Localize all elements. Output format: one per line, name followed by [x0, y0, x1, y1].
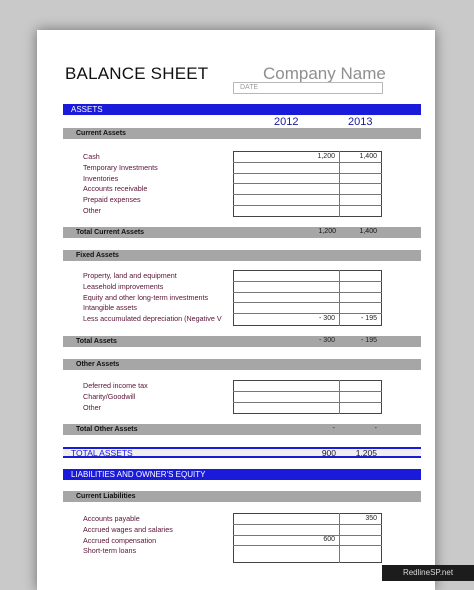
other-assets-grid[interactable] — [233, 380, 382, 414]
grid-line — [233, 292, 382, 293]
document-title: BALANCE SHEET — [65, 64, 209, 83]
grid-line — [233, 302, 382, 303]
current-liabilities-header: Current Liabilities — [63, 491, 421, 502]
watermark: RedlineSP.net — [382, 565, 474, 581]
grid-line — [233, 173, 382, 174]
grid-line — [233, 162, 382, 163]
row-label-accrued-compensation: Accrued compensation — [83, 535, 157, 545]
total-other-assets-2013: - — [374, 425, 377, 432]
row-label-other-assets-other: Other — [83, 402, 101, 412]
date-field[interactable] — [233, 82, 383, 94]
year-2013-header: 2013 — [348, 116, 373, 128]
row-label-intangible: Intangible assets — [83, 303, 137, 313]
grid-line — [233, 402, 382, 403]
current-assets-header: Current Assets — [63, 128, 421, 139]
liabilities-header-bar: LIABILITIES AND OWNER'S EQUITY — [63, 469, 421, 480]
accrued-compensation-2012-cell[interactable]: 600 — [323, 536, 335, 543]
year-2012-header: 2012 — [274, 116, 299, 128]
company-name[interactable]: Company Name — [263, 64, 386, 83]
grid-line — [233, 194, 382, 195]
fixed-assets-header: Fixed Assets — [63, 250, 421, 261]
balance-sheet-page — [37, 30, 435, 590]
row-label-short-term-loans: Short-term loans — [83, 546, 137, 556]
assets-header-bar: ASSETS — [63, 104, 421, 115]
other-assets-header: Other Assets — [63, 359, 421, 370]
total-fixed-assets-2013: - 195 — [361, 337, 377, 344]
cash-2012-cell[interactable]: 1,200 — [317, 153, 335, 160]
total-fixed-assets-label: Total Assets — [76, 338, 117, 345]
total-current-assets-2012: 1,200 — [318, 228, 336, 235]
total-assets-2012: 900 — [321, 448, 336, 458]
row-label-charity-goodwill: Charity/Goodwill — [83, 391, 136, 401]
grid-line — [233, 545, 382, 546]
depreciation-2012-cell[interactable]: - 300 — [319, 315, 335, 322]
row-label-accounts-payable: Accounts payable — [83, 514, 140, 523]
total-other-assets-2012: - — [332, 425, 335, 432]
grid-divider — [339, 380, 340, 414]
row-label-inventories: Inventories — [83, 173, 119, 183]
row-label-other: Other — [83, 206, 101, 215]
total-assets-label: TOTAL ASSETS — [71, 448, 133, 458]
row-label-equity: Equity and other long-term investments — [83, 292, 209, 302]
grid-line — [233, 183, 382, 184]
grid-line — [233, 281, 382, 282]
grid-line — [233, 391, 382, 392]
grid-line — [233, 205, 382, 206]
date-label: DATE — [240, 84, 259, 91]
accounts-payable-2013-cell[interactable]: 350 — [365, 515, 377, 522]
row-label-temporary-investments: Temporary Investments — [83, 162, 158, 172]
total-assets-2013: 1,205 — [355, 448, 377, 458]
row-label-accounts-receivable: Accounts receivable — [83, 184, 148, 194]
total-current-assets-2013: 1,400 — [359, 228, 377, 235]
total-current-assets-label: Total Current Assets — [76, 229, 145, 236]
row-label-leasehold: Leasehold improvements — [83, 281, 164, 291]
total-other-assets-label: Total Other Assets — [76, 426, 138, 433]
grid-line — [233, 524, 382, 525]
row-label-accrued-wages: Accrued wages and salaries — [83, 524, 173, 534]
cash-2013-cell[interactable]: 1,400 — [359, 153, 377, 160]
row-label-deferred-tax: Deferred income tax — [83, 381, 148, 390]
row-label-property: Property, land and equipment — [83, 271, 177, 280]
row-label-depreciation: Less accumulated depreciation (Negative V — [83, 314, 222, 324]
depreciation-2013-cell[interactable]: - 195 — [361, 315, 377, 322]
total-fixed-assets-2012: - 300 — [319, 337, 335, 344]
row-label-prepaid-expenses: Prepaid expenses — [83, 195, 141, 205]
row-label-cash: Cash — [83, 152, 100, 161]
